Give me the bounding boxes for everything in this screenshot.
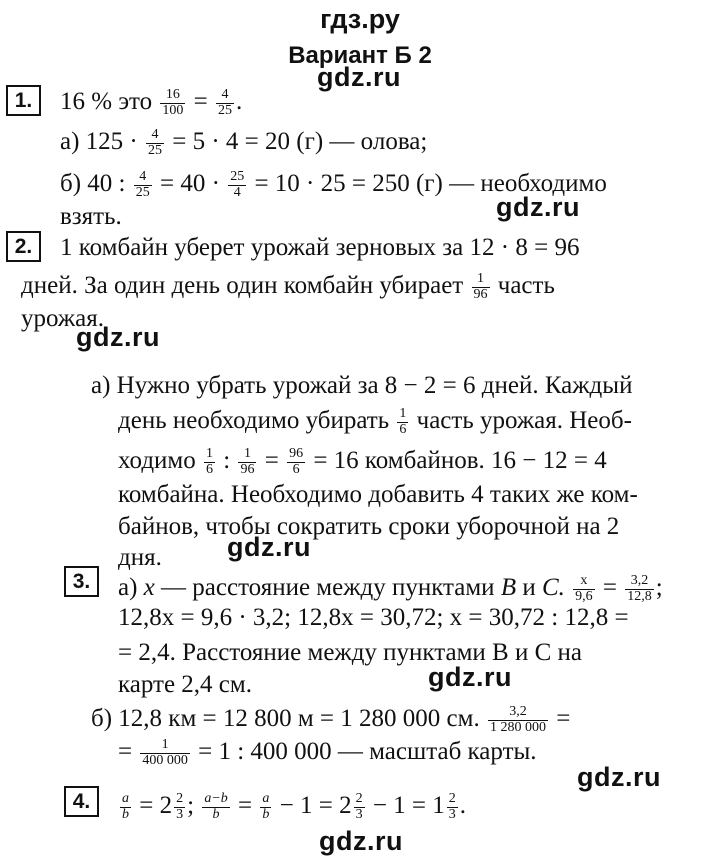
watermark: gdz.ru	[428, 662, 512, 692]
problem-3-part-a-3: = 2,4. Расстояние между пунктами B и C на	[118, 639, 582, 666]
problem-number-2: 2.	[6, 231, 41, 262]
problem-2-line-2: дней. За один день один комбайн убирает $\frac{1}{96}$ часть	[21, 271, 555, 302]
problem-1-part-b: б) 40 : $\frac{4}{25}$ = 40 · $\frac{25}{4}$ = 10 · 25 = 250 (г) — необходимо	[60, 169, 607, 200]
fraction: $\frac{2}{3}$	[355, 791, 363, 822]
fraction: $\frac{1}{96}$	[473, 271, 488, 302]
fraction: $\frac{1}{96}$	[240, 446, 255, 477]
fraction: $\frac{a-b}{b}$	[204, 791, 228, 822]
problem-2-part-a-4: комбайна. Необходимо добавить 4 таких же ком-	[118, 481, 638, 508]
fraction: $\frac{1}{400 000}$	[142, 737, 188, 768]
problem-3-part-b-1: б) 12,8 км = 12 800 м = 1 280 000 см. $\frac{3,2}{1 280 000}$ =	[91, 704, 571, 735]
fraction: $\frac{3,2}{12,8}$	[627, 573, 652, 604]
fraction: $\frac{4}{25}$	[218, 87, 233, 118]
problem-2-part-a-5: байнов, чтобы сократить сроки уборочной на 2	[118, 513, 620, 540]
problem-2-part-a-6: дня.	[118, 544, 162, 571]
problem-2-line-1: 1 комбайн уберет урожай зерновых за 12 · 8 = 96	[60, 234, 580, 261]
watermark: gdz.ru	[577, 762, 661, 792]
problem-3-part-a-4: карте 2,4 см.	[118, 671, 252, 698]
fraction: $\frac{a}{b}$	[262, 791, 270, 822]
fraction: $\frac{1}{6}$	[206, 446, 213, 477]
fraction: $\frac{96}{6}$	[289, 446, 304, 477]
problem-2-part-a-1: а) Нужно убрать урожай за 8 − 2 = 6 дней. Каждый	[91, 372, 633, 399]
fraction: $\frac{3,2}{1 280 000}$	[489, 704, 546, 735]
watermark: gdz.ru	[317, 62, 401, 92]
fraction: $\frac{1}{6}$	[399, 406, 407, 437]
watermark: gdz.ru	[76, 322, 160, 352]
problem-3-part-b-2: = $\frac{1}{400 000}$ = 1 : 400 000 — масштаб карты.	[118, 737, 537, 768]
site-header: гдз.ру	[320, 4, 400, 34]
fraction: $\frac{25}{4}$	[230, 169, 245, 200]
watermark: gdz.ru	[496, 192, 580, 222]
fraction: $\frac{4}{25}$	[148, 127, 162, 158]
problem-number-4: 4.	[64, 786, 99, 817]
problem-2-part-a-3: ходимо $\frac{1}{6}$ : $\frac{1}{96}$ = $\frac{96}{6}$ = 16 комбайнов. 16 − 12 = 4	[118, 446, 607, 477]
fraction: $\frac{16}{100}$	[162, 87, 184, 118]
page-title: Вариант Б 2	[288, 42, 432, 69]
problem-number-1: 1.	[6, 85, 41, 116]
fraction: $\frac{a}{b}$	[122, 791, 129, 822]
fraction: $\frac{2}{3}$	[176, 791, 184, 822]
fraction: $\frac{4}{25}$	[135, 169, 150, 200]
watermark: gdz.ru	[319, 826, 403, 856]
problem-number-3: 3.	[64, 566, 99, 597]
watermark: gdz.ru	[227, 532, 311, 562]
problem-4-statement: $\frac{a}{b}$ = 2 $\frac{2}{3}$ ; $\frac{a-b}{b}$ = $\frac{a}{b}$ − 1 = 2 $\frac{2}{3}$ − 1 = 1 $\frac{2}{3}$ .	[122, 791, 467, 822]
problem-1-part-b-cont: взять.	[60, 203, 122, 230]
problem-3-part-a-1: а) x — расстояние между пунктами B и C. $\frac{x}{9,6}$ = $\frac{3,2}{12,8}$ ;	[118, 573, 663, 604]
fraction: $\frac{2}{3}$	[448, 791, 456, 822]
problem-1-statement: 16 % это $\frac{16}{100}$ = $\frac{4}{25}$ .	[60, 87, 243, 118]
problem-1-part-a: а) 125 · $\frac{4}{25}$ = 5 · 4 = 20 (г) — олова;	[60, 127, 428, 158]
problem-3-part-a-2: 12,8x = 9,6 · 3,2; 12,8x = 30,72; x = 30,72 : 12,8 =	[118, 604, 629, 631]
problem-2-line-3: урожая.	[21, 305, 104, 332]
fraction: $\frac{x}{9,6}$	[575, 573, 593, 604]
problem-2-part-a-2: день необходимо убирать $\frac{1}{6}$ часть урожая. Необ-	[118, 406, 632, 437]
